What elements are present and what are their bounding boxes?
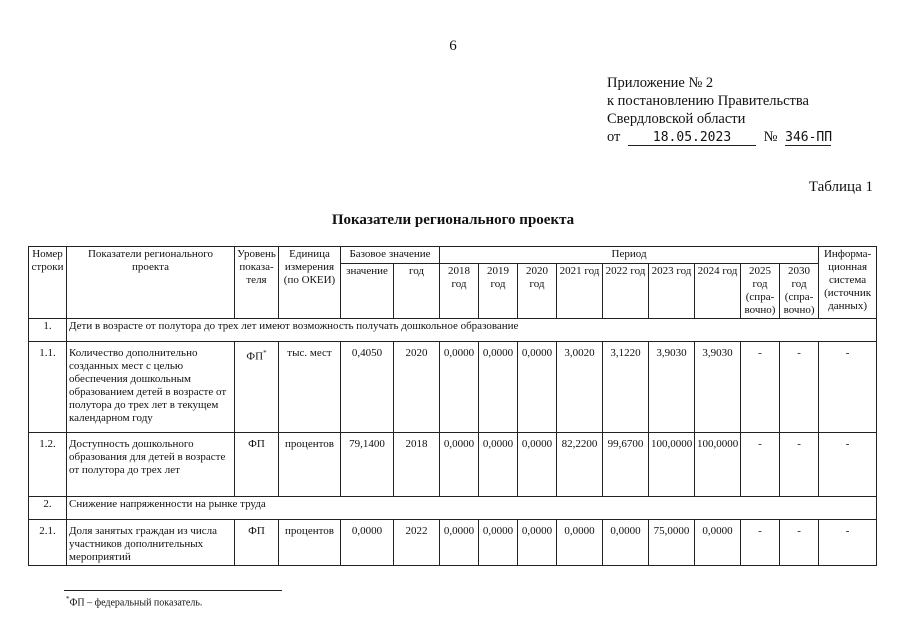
value-cell: 0,0000	[440, 520, 479, 566]
section-row	[29, 319, 877, 342]
value-cell: 0,0000	[518, 342, 557, 433]
table-row	[29, 433, 877, 497]
indicators-table	[28, 246, 877, 566]
row-number: 2.1.	[29, 520, 67, 566]
value-cell: 99,6700	[603, 433, 649, 497]
value-cell: -	[741, 433, 780, 497]
indicator-unit: процентов	[279, 433, 341, 497]
header-year: 2024 год	[695, 264, 741, 319]
value-cell: 0,0000	[695, 520, 741, 566]
value-cell: 82,2200	[557, 433, 603, 497]
header-year: 2018 год	[440, 264, 479, 319]
base-value: 79,1400	[341, 433, 394, 497]
from-label: от	[607, 129, 621, 145]
table-row	[29, 520, 877, 566]
value-cell: -	[780, 433, 819, 497]
header-unit: Единица измерения (по ОКЕИ)	[279, 247, 341, 319]
table-label: Таблица 1	[808, 179, 873, 195]
indicator-level	[235, 342, 279, 433]
value-cell: -	[741, 342, 780, 433]
value-cell: 0,0000	[518, 520, 557, 566]
value-cell: 0,0000	[557, 520, 603, 566]
value-cell: 0,0000	[479, 342, 518, 433]
footnote-marker: *	[263, 349, 267, 357]
header-year: 2019 год	[479, 264, 518, 319]
section-row	[29, 497, 877, 520]
value-cell: -	[741, 520, 780, 566]
footnote-text: ФП – федеральный показатель.	[69, 597, 203, 609]
appendix-date-line	[607, 128, 831, 146]
value-cell: 100,0000	[649, 433, 695, 497]
header-year: 2030 год (спра-вочно)	[780, 264, 819, 319]
section-number: 2.	[29, 497, 67, 520]
info-cell: -	[819, 433, 877, 497]
info-cell: -	[819, 520, 877, 566]
value-cell: 100,0000	[695, 433, 741, 497]
row-number: 1.2.	[29, 433, 67, 497]
appendix-title: Приложение № 2	[607, 75, 714, 91]
base-year: 2022	[394, 520, 440, 566]
appendix-block	[607, 74, 831, 146]
base-value: 0,0000	[341, 520, 394, 566]
header-year: 2022 год	[603, 264, 649, 319]
value-cell: 3,9030	[649, 342, 695, 433]
header-year: 2023 год	[649, 264, 695, 319]
table-title: Показатели регионального проекта	[331, 212, 575, 228]
base-year: 2020	[394, 342, 440, 433]
value-cell: 0,0000	[440, 342, 479, 433]
indicator-name: Доступность дошкольного образования для детей в возрасте от полутора до трех лет	[67, 433, 235, 497]
section-title: Снижение напряженности на рынке труда	[67, 497, 877, 520]
value-cell: 3,0020	[557, 342, 603, 433]
value-cell: -	[780, 520, 819, 566]
value-cell: 3,1220	[603, 342, 649, 433]
info-cell: -	[819, 342, 877, 433]
table-row	[29, 342, 877, 433]
appendix-line-2: к постановлению Правительства	[607, 93, 809, 109]
header-info-system: Информа-ционная система (источник данных)	[819, 247, 877, 319]
value-cell: 0,0000	[603, 520, 649, 566]
header-indicator: Показатели регионального проекта	[67, 247, 235, 319]
footnote-divider	[64, 590, 282, 591]
base-value: 0,4050	[341, 342, 394, 433]
header-row-1	[29, 247, 877, 264]
header-base-value: значение	[341, 264, 394, 319]
decree-date: 18.05.2023	[628, 131, 756, 146]
footnote-marker: *	[66, 595, 70, 603]
indicator-level: ФП	[235, 433, 279, 497]
header-base-year: год	[394, 264, 440, 319]
indicator-unit: тыс. мест	[279, 342, 341, 433]
appendix-line-3: Свердловской области	[607, 111, 746, 127]
header-year: 2021 год	[557, 264, 603, 319]
number-label: №	[763, 129, 778, 145]
value-cell: 3,9030	[695, 342, 741, 433]
value-cell: 0,0000	[479, 433, 518, 497]
page-number: 6	[449, 38, 457, 54]
level-value: ФП	[246, 350, 264, 363]
indicator-name: Доля занятых граждан из числа участников дополнительных мероприятий	[67, 520, 235, 566]
value-cell: 0,0000	[518, 433, 557, 497]
header-base: Базовое значение	[341, 247, 440, 264]
header-period: Период	[440, 247, 819, 264]
decree-number: 346-ПП	[785, 130, 833, 145]
header-level: Уровень показа-теля	[235, 247, 279, 319]
indicator-unit: процентов	[279, 520, 341, 566]
base-year: 2018	[394, 433, 440, 497]
row-number: 1.1.	[29, 342, 67, 433]
value-cell: 0,0000	[440, 433, 479, 497]
value-cell: -	[780, 342, 819, 433]
value-cell: 75,0000	[649, 520, 695, 566]
indicator-level: ФП	[235, 520, 279, 566]
header-year: 2025 год (спра-вочно)	[741, 264, 780, 319]
value-cell: 0,0000	[479, 520, 518, 566]
section-title: Дети в возрасте от полутора до трех лет имеют возможность получать дошкольное образование	[67, 319, 877, 342]
footnote	[66, 595, 202, 608]
indicator-name: Количество дополнительно созданных мест с целью обеспечения дошкольным образованием детей в возрасте от полутора до трех лет в текущем календарном году	[67, 342, 235, 433]
section-number: 1.	[29, 319, 67, 342]
header-year: 2020 год	[518, 264, 557, 319]
header-row-no: Номер строки	[29, 247, 67, 319]
